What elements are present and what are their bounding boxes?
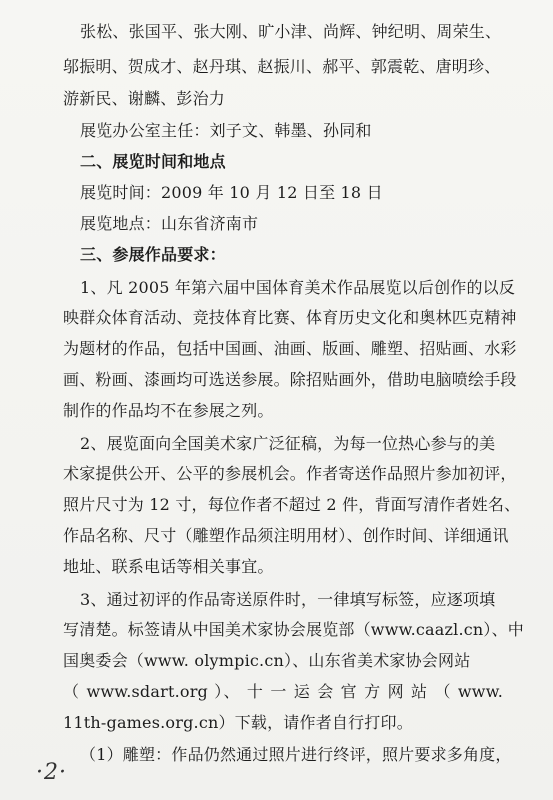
text-line: 游新民、谢麟、彭治力 [63, 89, 226, 108]
text-line: 照片尺寸为 12 寸，每位作者不超过 2 件，背面写清作者姓名、 [63, 495, 521, 514]
text-line: 展览办公室主任：刘子文、韩墨、孙同和 [80, 121, 372, 140]
text-line: 3、通过初评的作品寄送原件时，一律填写标签，应逐项填 [80, 590, 496, 609]
text-line: 1、凡 2005 年第六届中国体育美术作品展览以后创作的以反 [80, 278, 516, 297]
text-line: 展览地点：山东省济南市 [80, 214, 259, 233]
text-line: 11th-games.org.cn）下载，请作者自行打印。 [63, 713, 413, 732]
text-line: 展览时间：2009 年 10 月 12 日至 18 日 [80, 183, 383, 202]
text-line: 画、粉画、漆画均可选送参展。除招贴画外，借助电脑喷绘手段 [63, 370, 517, 389]
text-line: 为题材的作品，包括中国画、油画、版画、雕塑、招贴画、水彩 [63, 339, 517, 358]
section-heading: 三、参展作品要求： [80, 245, 226, 264]
text-line: （ www.sdart.org ）、 十 一 运 会 官 方 网 站 （ www. [63, 682, 503, 701]
text-line: （1）雕塑：作品仍然通过照片进行终评，照片要求多角度， [80, 745, 512, 764]
text-line: 2、展览面向全国美术家广泛征稿，为每一位热心参与的美 [80, 434, 496, 453]
text-line: 制作的作品均不在参展之列。 [63, 401, 274, 420]
text-line: 邬振明、贺成才、赵丹琪、赵振川、郝平、郭震乾、唐明珍、 [63, 57, 501, 76]
text-line: 作品名称、尺寸（雕塑作品须注明用材）、创作时间、详细通讯 [63, 526, 509, 545]
section-heading: 二、展览时间和地点 [80, 152, 226, 171]
text-line: 映群众体育活动、竞技体育比赛、体育历史文化和奥林匹克精神 [63, 308, 517, 327]
text-line: 张松、张国平、张大刚、旷小津、尚辉、钟纪明、周荣生、 [80, 22, 502, 41]
text-line: 写清楚。标签请从中国美术家协会展览部（www.caazl.cn）、中 [63, 620, 525, 639]
text-line: 地址、联系电话等相关事宜。 [63, 557, 274, 576]
text-line: 术家提供公开、公平的参展机会。作者寄送作品照片参加初评， [63, 464, 517, 483]
page-number: ·2· [36, 760, 67, 785]
text-line: 国奥委会（www. olympic.cn）、山东省美术家协会网站 [63, 651, 471, 670]
